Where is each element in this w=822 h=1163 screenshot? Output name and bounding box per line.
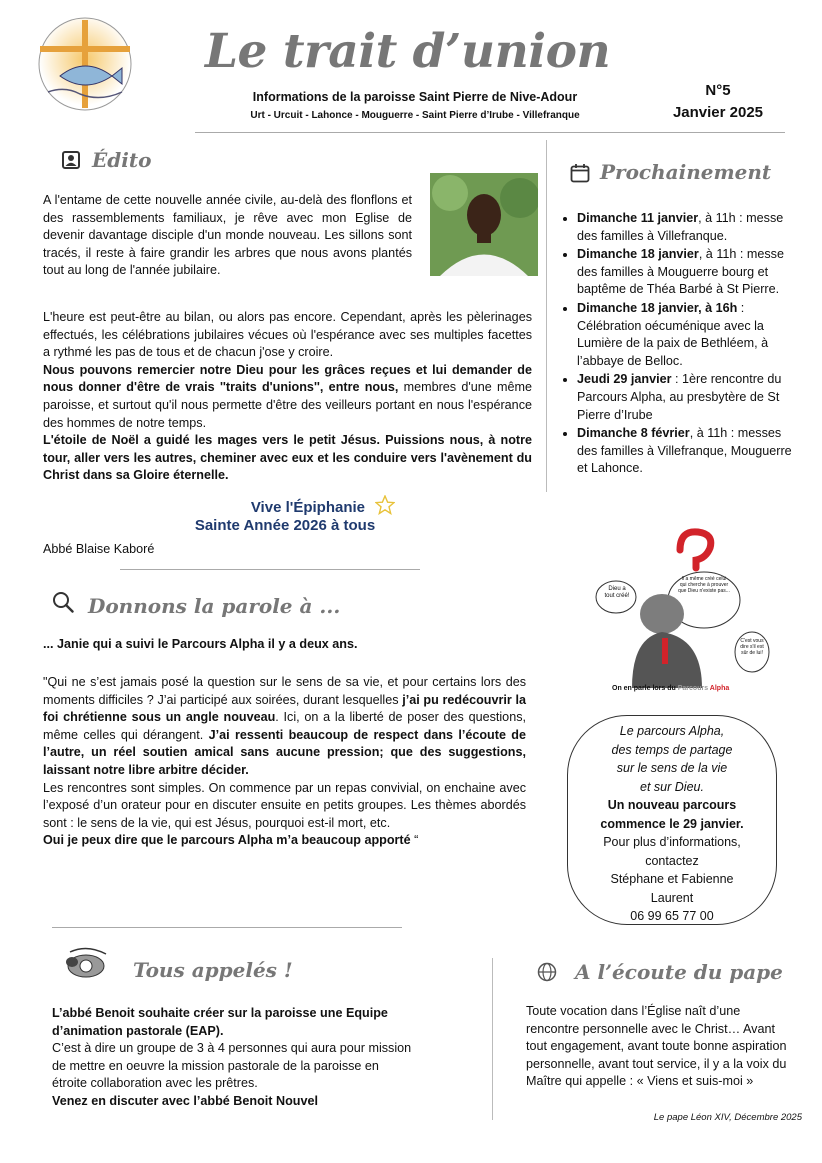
edito-paragraph-3: Nous pouvons remercier notre Dieu pour les grâces reçues et lui demander de nous donner d'être de vrais ''traits d'unions'', entre nous, membres d'une même paroisse, et surtout qu'il nous permette d'être des veilleurs portant en nous l'espérance des hommes de notre temps. [43,362,532,430]
cartoon-bubble-left: Dieu a tout créé! [604,586,630,599]
edito-signature: Abbé Blaise Kaboré [43,542,155,556]
parole-intro: ... Janie qui a suivi le Parcours Alpha il y a deux ans. [43,637,358,651]
contact-phone: 06 99 65 77 00 [630,909,714,923]
issue-number: N°5 [705,82,731,99]
greeting-new-year: Sainte Année 2026 à tous [194,517,376,534]
alpha-info-box: Le parcours Alpha, des temps de partage sur le sens de la vie et sur Dieu. Un nouveau parcours commence le 29 janvier. Pour plus d’informations, contactez Stéphane et Fabienne Laurent 06 99 65 77 00 [567,715,777,925]
bottom-column-divider [492,958,493,1120]
event-item: • Dimanche 18 janvier, à 11h : messe des familles à Mouguerre bourg et baptême de Théa Barbé à St Pierre. [577,246,799,299]
event-item: • Dimanche 11 janvier, à 11h : messe des familles à Villefranque. [577,210,799,245]
edito-body [43,309,532,485]
appeles-paragraph-3: Venez en discuter avec l’abbé Benoit Nouvel [52,1093,318,1108]
communes-list: Urt - Urcuit - Lahonce - Mouguerre - Saint Pierre d’Irube - Villefranque [250,110,580,121]
testimony-paragraph-2: Les rencontres sont simples. On commence par un repas convivial, on enchaine avec l’exposé d’un orateur pour en discuter ensuite en petits groupes. Les thèmes abordés sont : le sens de la vie, qui est Jésus, pourquoi est-il mort, etc. [43,780,526,830]
testimony-paragraph-3: Oui je peux dire que le parcours Alpha m’a beaucoup apporté “ [43,833,419,848]
sidebar-divider [546,140,547,492]
edito-divider [120,569,420,570]
prochainement-heading: Prochainement [600,160,772,184]
calendar-icon [570,163,590,183]
globe-icon [537,962,557,982]
appeles-body [52,1005,412,1111]
events-list [563,210,799,479]
sheep-icon [64,946,110,980]
alpha-cartoon [592,528,770,698]
event-item: • Dimanche 18 janvier, à 16h : Célébration oécuménique avec la Lumière de la paix de Bethléem, à l’abbaye de Belloc. [577,300,799,370]
edito-heading: Édito [92,148,152,172]
newsletter-subtitle: Informations de la paroisse Saint Pierre de Nive-Adour [252,90,578,104]
edito-paragraph-4: L'étoile de Noël a guidé les mages vers le petit Jésus. Puissions nous, à notre tour, aller vers les autres, cheminer avec eux et les conduire vers l'avènement du Christ dans sa Gloire éternelle. [43,433,532,483]
parole-testimony [43,674,526,850]
person-badge-icon [62,151,80,169]
cartoon-bubble-right: C'est vous dire s'il est sûr de lui! [740,638,764,656]
appeles-paragraph-1: L’abbé Benoit souhaite créer sur la paroisse une Equipe d’animation pastorale (EAP). [52,1006,388,1038]
parole-heading: Donnons la parole à ... [88,594,341,618]
issue-date: Janvier 2025 [672,104,764,121]
greeting-epiphanie: Vive l'Épiphanie [43,495,603,516]
edito-paragraph-2: L'heure est peut-être au bilan, ou alors pas encore. Cependant, après les pèlerinages effectués, les célébrations jubilaires vécues où l'espérance avec ses multiples facettes a rythmé les pas de tous et de chacun j'ose y croire. [43,310,532,360]
cartoon-bubble-mid: Il a même créé celui qui cherche à prouver que Dieu n'existe pas... [678,576,730,594]
author-photo [430,173,538,276]
appeles-paragraph-2: C’est à dire un groupe de 3 à 4 personnes qui aura pour mission de mettre en oeuvre la mission pastorale de la paroisse en étroite collaboration avec les prêtres. [52,1041,412,1091]
pape-quote: Toute vocation dans l’Église naît d’une rencontre personnelle avec le Christ… Avant tout engagement, avant toute bonne aspiration personnelle, avant tout service, il y a la voix du Maître qui appelle : « Viens et suis-moi » [526,1004,787,1089]
edito-paragraph-1: A l'entame de cette nouvelle année civile, au-delà des flonflons et des rassemblements familiaux, je rêve avec mon Eglise de devenir davantage disciple d'un monde nouveau. Les sillons sont tracés, il reste à faire grandir les arbres que nous avons plantés tout au long de l'année jubilaire. [43,193,412,278]
parish-logo [30,14,140,114]
event-item: • Jeudi 29 janvier : 1ère rencontre du Parcours Alpha, au presbytère de St Pierre d’Irube [577,371,799,424]
parole-divider [52,927,402,928]
cartoon-illustration [592,528,770,698]
header-divider [195,132,785,133]
appeles-heading: Tous appelés ! [133,958,293,982]
star-icon [375,495,395,515]
pape-attribution: Le pape Léon XIV, Décembre 2025 [653,1112,802,1123]
cartoon-caption: On en parle lors du Parcours Alpha [612,685,730,692]
testimony-paragraph-1: "Qui ne s’est jamais posé la question sur le sens de sa vie, et pour certains lors des moments difficiles ? J’ai participé aux soirées, durant lesquelles j’ai pu redécouvrir la foi chrétienne sous un angle nouveau. Ici, on a la liberté de poser des questions, même celles qui dérangent. J’ai ressenti beaucoup de respect dans l’écoute de l’autre, un réel soutien amical sans aucune pression; que des suggestions, laissant notre libre arbitre décider. [43,675,527,777]
newsletter-title: Le trait d’union [205,24,611,79]
magnifier-icon [52,591,74,613]
issue-info [648,80,788,124]
pape-heading: A l’écoute du pape [575,960,783,984]
event-item: • Dimanche 8 février, à 11h : messes des familles à Villefranque, Mouguerre et Lahonce. [577,425,799,478]
